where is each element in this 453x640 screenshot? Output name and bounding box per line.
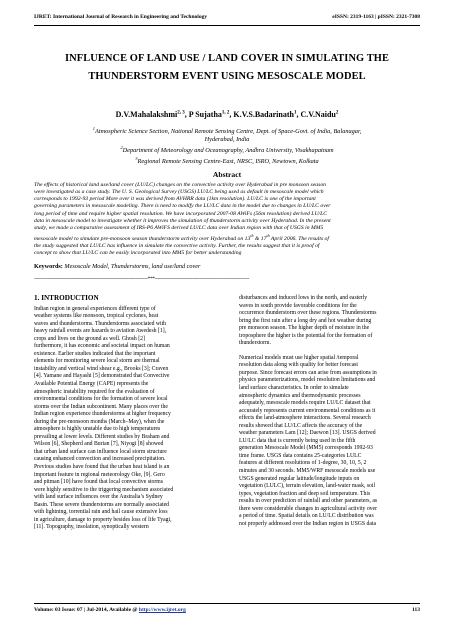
text-line: environmental conditions for the formation of severe local — [34, 396, 168, 403]
text-line: not properly addressed over the Indian region in USGS data — [239, 520, 377, 527]
text-line: pre monsoon season. The higher depth of moisture in the — [239, 325, 370, 332]
author-list: D.V.Mahalakshmi$^{2, 3}$, P Sujatha$^{1, 2}$, K.V.S.Badarinath$^1$, C.V.Naidu$^2$ — [115, 110, 339, 119]
journal-name: IJRET: International Journal of Research in Engineering and Technology — [34, 14, 208, 20]
text-line: there were considerable changes in agricultural activity over — [239, 505, 377, 512]
author-affiliation-mark: 2, 3 — [177, 110, 185, 116]
text-line: atmosphere is highly unstable due to high temperatures — [34, 426, 161, 433]
keywords-text: Mesoscale Model, Thunderstorms, land use/land cover — [62, 263, 201, 270]
keywords-label: Keywords: — [34, 263, 63, 270]
text-line: accurately represents current environmental conditions as it — [239, 407, 376, 414]
text-line: troposphere the higher is the potential for the formation of — [239, 332, 373, 339]
text-line: Basin. These severe thunderstorms are normally associated — [34, 501, 170, 508]
text-line: results showed that LU/LC affects the accuracy of the — [239, 422, 363, 429]
author-name: K.V.S.Badarinath — [233, 110, 294, 119]
text-line: heavy rainfall events are hazards to aviation Awedesh [1], — [34, 328, 167, 335]
abstract-heading: Abstract — [212, 170, 242, 179]
affiliation-3: $^3$Regional Remote Sensing Centre-East, NRSC, ISRO, Newtown, Kolkata — [135, 156, 319, 166]
text-line: during the pre-monsoon months (March–May), when the — [34, 418, 165, 425]
text-line: features at different resolutions of 1-degree, 30, 10, 5, 2 — [239, 460, 367, 467]
text-line: LU/LC data that is currently being used in the fifth — [239, 437, 356, 444]
text-line: adequately, mesoscale models require LU/LC dataset that — [239, 400, 371, 407]
text-line: Numerical models must use higher spatial /temporal — [239, 354, 359, 361]
text-line: instability and vertical wind shear e.g., Brooks [3]; Craven — [34, 365, 169, 372]
text-line: land surface characteristics. In order to simulate — [239, 385, 349, 392]
author-affiliation-mark: 1 — [293, 110, 297, 116]
text-line: thunderstorm. — [239, 340, 271, 347]
text-line: Wilson [6], Shepherd and Burian [7], Niyogi [8] showed — [34, 441, 164, 448]
text-line: types, vegetation fraction and deep soil temperature. This — [239, 490, 371, 497]
title-line-2: THUNDERSTORM EVENT USING MESOSCALE MODEL — [88, 71, 366, 82]
page-footer — [34, 607, 420, 613]
journal-header — [34, 14, 420, 20]
footer-rule — [34, 603, 420, 604]
abstract-line: study, we made a comparative assessment of IRS-P6 AWiFS derived LU/LC data over Indian region with that of USGS in MM5 — [34, 224, 324, 231]
journal-url-link[interactable]: http://www.ijret.org — [138, 607, 186, 613]
text-line: in agriculture, damage to property besides loss of life Tyagi, — [34, 516, 172, 523]
abstract-line: data in mesoscale model to investigate whether it improves the simulation of thunderstorm activity over Hyderabad. In the present — [34, 217, 331, 224]
section-heading-introduction: 1. INTRODUCTION — [34, 294, 99, 302]
text-line: vegetation (LULC), terrain elevation, land-water mask, soil — [239, 483, 376, 490]
abstract-line: The effects of historical land use/land cover (LU/LC) changes on the convective activity over Hyderabad in pre monsoon season — [34, 182, 327, 188]
title-line-1: INFLUENCE OF LAND USE / LAND COVER IN SIMULATING THE — [65, 53, 389, 64]
text-line: furthermore, it has economic and societal impact on human — [34, 343, 170, 350]
text-line: generation Mesoscale Model (MM5) corresponds 1992-93 — [239, 445, 373, 452]
text-line: occurrence thunderstorm over these regions. Thunderstorms — [239, 310, 377, 317]
header-rule — [34, 25, 420, 26]
text-line: elements for monitoring severe local storm are thermal — [34, 358, 160, 365]
abstract-line: governing parameters in mesoscale modeling. There is need to modify the LU/LC data in the model due to changes in LU/LC over — [34, 203, 331, 210]
text-line: resolution data along with quality for better forecast — [239, 362, 358, 369]
text-line: physics parameterizations, model resolution limitations and — [239, 377, 376, 384]
keywords — [34, 263, 420, 270]
abstract-line: corresponds to 1992-93 period More over it was derived from AVHRR data (1km resolution). LU/LC is one of the important — [34, 196, 316, 203]
affiliation-2: $^2$Department of Meteorology and Oceanography, Andhra University, Visakhapatnam — [120, 145, 334, 155]
text-line: that urban land surface can influence local storm structure — [34, 448, 167, 455]
issn-text: eISSN: 2319-1163 | pISSN: 2321-7308 — [332, 14, 420, 20]
affiliations — [34, 125, 420, 166]
text-line: [4]. Yamane and Hayashi [5] demonstrated that Convective — [34, 373, 170, 380]
text-line: effects the land-atmosphere interactions. Several research — [239, 415, 371, 422]
text-line: minutes and 30 seconds. MM5/WRF mesoscale models use — [239, 468, 376, 475]
text-line: disturbances and induced lows in the north, and easterly — [239, 295, 368, 301]
text-line: weather systems like monsoon, tropical cyclones, heat — [34, 313, 159, 320]
text-line: time frame. USGS data contains 25-categories LULC — [239, 452, 362, 459]
author-name: P Sujatha — [188, 110, 222, 119]
footer-volume: Volume: 03 Issue: 07 | Jul-2014, Available @ http://www.ijret.org — [34, 607, 186, 613]
text-line: weather parameters Lam [12]; Daewon [13]. USGS derived — [239, 430, 376, 437]
abstract-line: mesoscale model to simulate pre-monsoon season thunderstorm activity over Hyderabad on 13th & 17th April 2006. The results of — [34, 233, 329, 242]
abstract-line: long period of time and require higher spatial resolution. We have incorporated 2007-08 AWiFs (56m resolution) derived LU/LC — [34, 210, 328, 217]
text-line: existence. Earlier studies indicated that the important — [34, 350, 156, 357]
author-affiliation-mark: 2 — [335, 110, 339, 116]
text-line: causing enhanced convection and increased precipitation. — [34, 456, 166, 463]
page-number: 113 — [412, 607, 420, 613]
text-line: storms over the Indian subcontinent. Many places over the — [34, 403, 168, 410]
author-affiliation-mark: 1, 2 — [221, 110, 230, 116]
text-line: important feature in regional meteorology Oke, [9]. Gero — [34, 471, 165, 478]
abstract-line: the study suggested that LU/LC has influence in simulate the convective activity. Further, the results suggest that it is proof of — [34, 243, 320, 250]
text-line: atmospheric dynamics and thermodynamic processes — [239, 392, 361, 399]
text-line: crops and lives on the ground as well. Ghosh [2] — [34, 335, 145, 342]
text-line: USGS generated regular latitude/longitude inputs on — [239, 475, 360, 482]
author-name: D.V.Mahalakshmi — [115, 110, 178, 119]
text-line: were highly sensitive to the triggering mechanism associated — [34, 486, 174, 493]
text-line: a period of time. Spatial details on LU/LC distribution was — [239, 513, 374, 520]
text-line: waves in south provide favorable conditions for the — [239, 302, 357, 309]
text-line: [11]. Topography, insolation, synoptically western — [34, 524, 149, 531]
author-name: C.V.Naidu — [300, 110, 336, 119]
text-line: Previous studies have found that the urban heat island is an — [34, 464, 170, 471]
text-line: prevailing at lower levels. Different studies by Braham and — [34, 433, 170, 440]
text-line: Indian region experience thunderstorms at higher frequency — [34, 411, 171, 418]
text-line: results in over prediction of rainfall and other parameters, as — [239, 498, 378, 505]
text-line: bring the first rain after a long dry and hot weather during — [239, 317, 372, 324]
affiliation-1-city: Hyderabad, India — [204, 136, 250, 144]
text-line: and pitman [10] have found that local convective storms — [34, 479, 163, 486]
right-column — [239, 295, 421, 528]
text-line: with land surface influences over the Australia’s Sydney — [34, 494, 163, 501]
abstract-line: were investigated as a case study. The U. S. Geological Survey (USGS) LU/LC being used as default in mesoscale model which — [34, 189, 324, 196]
text-line: waves and thunderstorms. Thunderstorms associated with — [34, 320, 167, 327]
abstract-line: concept to show that LU/LC can be easily incorporated into MM5 for better understanding — [34, 250, 242, 257]
text-line: Indian region in general experiences different type of — [34, 305, 156, 312]
text-line: with lightning, torrential rain and hail cause extensive loss — [34, 509, 168, 516]
left-column — [34, 295, 216, 532]
affiliation-1: $^1$Atmospheric Science Section, National Remote Sensing Centre, Dept. of Space-Govt. of India, Balanagar, — [92, 126, 362, 136]
text-line: purpose. Since forecast errors can arise from assumptions in — [239, 369, 377, 376]
text-line: Available Potential Energy (CAPE) represents the — [34, 381, 149, 388]
section-separator: ----------------------------------------------------------------------------***--------------------------------------------------------------- — [34, 276, 250, 282]
text-line: atmospheric instability required for the evaluation of — [34, 388, 155, 395]
paper-title — [40, 50, 414, 86]
abstract-body — [34, 182, 422, 257]
